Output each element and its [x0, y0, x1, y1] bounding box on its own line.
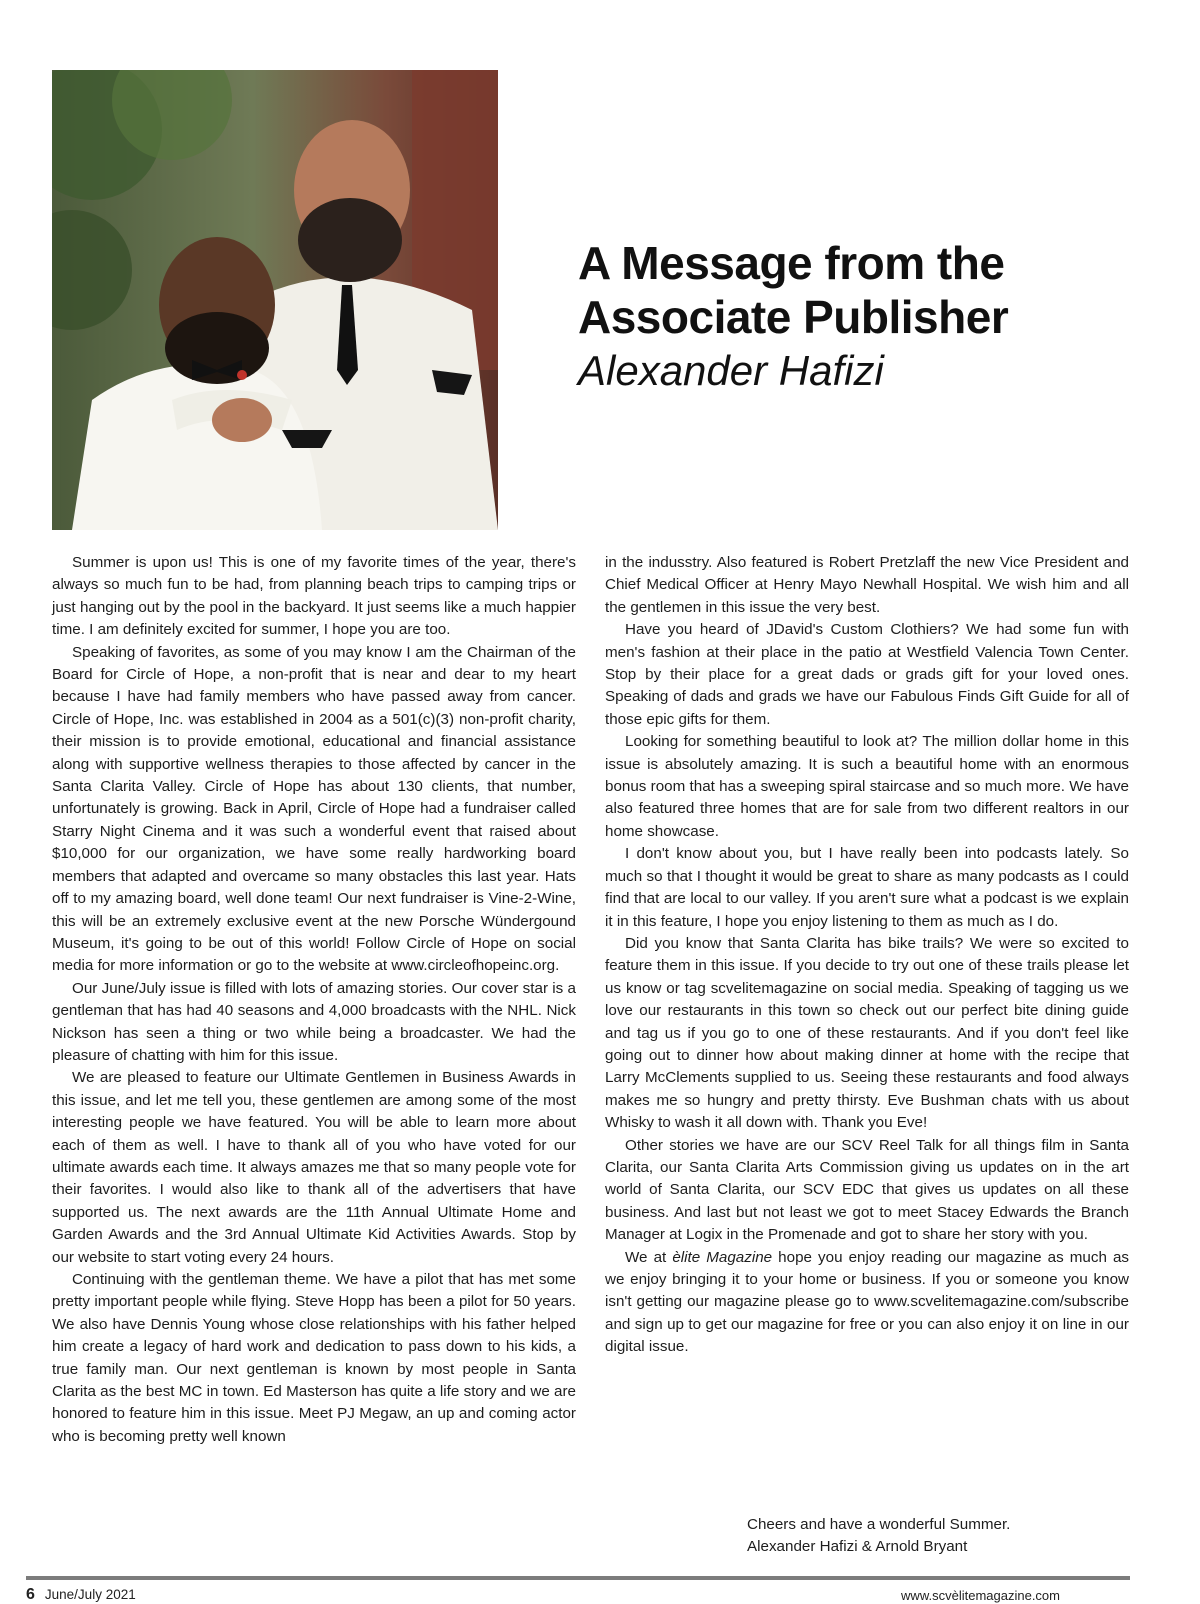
- paragraph: Looking for something beautiful to look at? The million dollar home in this issue is absolutely amazing. It is such a beautiful home with an enormous bonus room that has a sweeping spiral staircase and so much more. We have also featured three homes that are for sale from two different realtors in our home showcase.: [605, 733, 1129, 840]
- signoff: [747, 1514, 1010, 1558]
- footer-website: www.scvèlitemagazine.com: [901, 1588, 1060, 1603]
- title-line-1: A Message from the: [578, 237, 1005, 289]
- paragraph: Other stories we have are our SCV Reel Talk for all things film in Santa Clarita, our Santa Clarita Arts Commission giving us updates on in the art world of Santa Clarita, our SCV EDC that gives us updates on all these business. And last but not least we got to meet Stacey Edwards the Branch Manager at Logix in the Promenade and got to share her story with you.: [605, 1136, 1129, 1244]
- text-span: We at: [625, 1248, 673, 1266]
- publisher-photo: [52, 70, 498, 530]
- footer-rule: [26, 1576, 1130, 1580]
- text-span: hope you enjoy reading our magazine as much as we enjoy bringing it to your home or business. If you or someone you know isn't getting our magazine please go to www.scvelitemagazine.com/subscribe and sign up to get our magazine for free or you can also enjoy it on line in our digital issue.: [605, 1248, 1129, 1356]
- magazine-name: èlite Magazine: [672, 1248, 773, 1266]
- left-column: [52, 552, 576, 1448]
- paragraph: We are pleased to feature our Ultimate Gentlemen in Business Awards in this issue, and let me tell you, these gentlemen are among some of the most interesting people we have featured. You will be able to learn more about each of them as well. I have to thank all of you who have voted for our ultimate awards each time. It always amazes me that so many people vote for their favorites. I would also like to thank all of the advertisers that have supported us. The next awards are the 11th Annual Ultimate Home and Garden Awards and the 3rd Annual Ultimate Kid Activities Awards. Stop by our website to start voting every 24 hours.: [52, 1069, 576, 1266]
- paragraph: Have you heard of JDavid's Custom Clothiers? We had some fun with men's fashion at their place in the patio at Westfield Valencia Town Center. Stop by their place for a great dads or grads gift for your loved ones. Speaking of dads and grads we have our Fabulous Finds Gift Guide for all of those epic gifts for them.: [605, 621, 1129, 728]
- paragraph: I don't know about you, but I have really been into podcasts lately. So much so that I thought it would be great to share as many podcasts as I could find that are local to our valley. If you aren't sure what a podcast is we explain it in this feature, I hope you enjoy listening to them as much as I do.: [605, 845, 1129, 930]
- footer-left: [26, 1586, 136, 1604]
- article-author: Alexander Hafizi: [578, 347, 884, 394]
- paragraph: Speaking of favorites, as some of you may know I am the Chairman of the Board for Circle of Hope, a non-profit that is near and dear to my heart because I have had family members who have passed away from cancer. Circle of Hope, Inc. was established in 2004 as a 501(c)(3) non-profit charity, their mission is to provide emotional, educational and financial assistance along with supportive wellness therapies to those affected by cancer in the Santa Clarita Valley. Circle of Hope has about 130 clients, that number, unfortunately is growing. Back in April, Circle of Hope had a fundraiser called Starry Night Cinema and it was such a wonderful event that raised about $10,000 for our organization, we have some really hardworking board members that adapted and overcame so many obstacles this last year. Hats off to my amazing board, well done team! Our next fundraiser is Vine-2-Wine, this will be an extremely exclusive event at the new Porsche Wündergound Museum, it's going to be out of this world! Follow Circle of Hope on social media for more information or go to the website at www.circleofhopeinc.org.: [52, 643, 576, 975]
- photo-illustration: [52, 70, 498, 530]
- paragraph: Our June/July issue is filled with lots of amazing stories. Our cover star is a gentleman that has had 40 seasons and 4,000 broadcasts with the NHL. Nick Nickson has seen a thing or two while being a broadcaster. We had the pleasure of chatting with him for this issue.: [52, 979, 576, 1064]
- page-number: 6: [26, 1586, 35, 1603]
- paragraph: in the indusstry. Also featured is Robert Pretzlaff the new Vice President and Chief Medical Officer at Henry Mayo Newhall Hospital. We wish him and all the gentlemen in this issue the very best.: [605, 554, 1129, 616]
- issue-date: June/July 2021: [44, 1587, 136, 1602]
- right-column: [605, 552, 1129, 1359]
- signoff-line-1: Cheers and have a wonderful Summer.: [747, 1516, 1011, 1533]
- title-line-2: Associate Publisher: [578, 291, 1009, 343]
- article-header: [578, 236, 1178, 398]
- paragraph: [605, 1247, 1129, 1359]
- paragraph: Summer is upon us! This is one of my favorite times of the year, there's always so much fun to be had, from planning beach trips to camping trips or just hanging out by the pool in the backyard. It just seems like a much happier time. I am definitely excited for summer, I hope you are too.: [52, 554, 576, 639]
- signoff-line-2: Alexander Hafizi & Arnold Bryant: [747, 1538, 968, 1555]
- article-title: [578, 236, 1178, 344]
- paragraph: Did you know that Santa Clarita has bike trails? We were so excited to feature them in this issue. If you decide to try out one of these trails please let us know or tag scvelitemagazine on social media. Speaking of tagging us we love our restaurants in this town so check out our perfect bite dining guide and tag us if you go to one of these restaurants. And if you don't feel like going out to dinner how about making dinner at home with the recipe that Larry McClements supplied to us. Seeing these restaurants and food always makes me so hungry and pretty thirsty. Eve Bushman chats with us about Whisky to wash it all down with. Thank you Eve!: [605, 934, 1129, 1132]
- paragraph: Continuing with the gentleman theme. We have a pilot that has met some pretty important people while flying. Steve Hopp has been a pilot for 50 years. We also have Dennis Young whose close relationships with his father helped him create a legacy of hard work and dedication to pass down to his kids, a true family man. Our next gentleman is known by most people in Santa Clarita as the best MC in town. Ed Masterson has quite a life story and we are honored to feature him in this issue. Meet PJ Megaw, an up and coming actor who is becoming pretty well known: [52, 1271, 576, 1445]
